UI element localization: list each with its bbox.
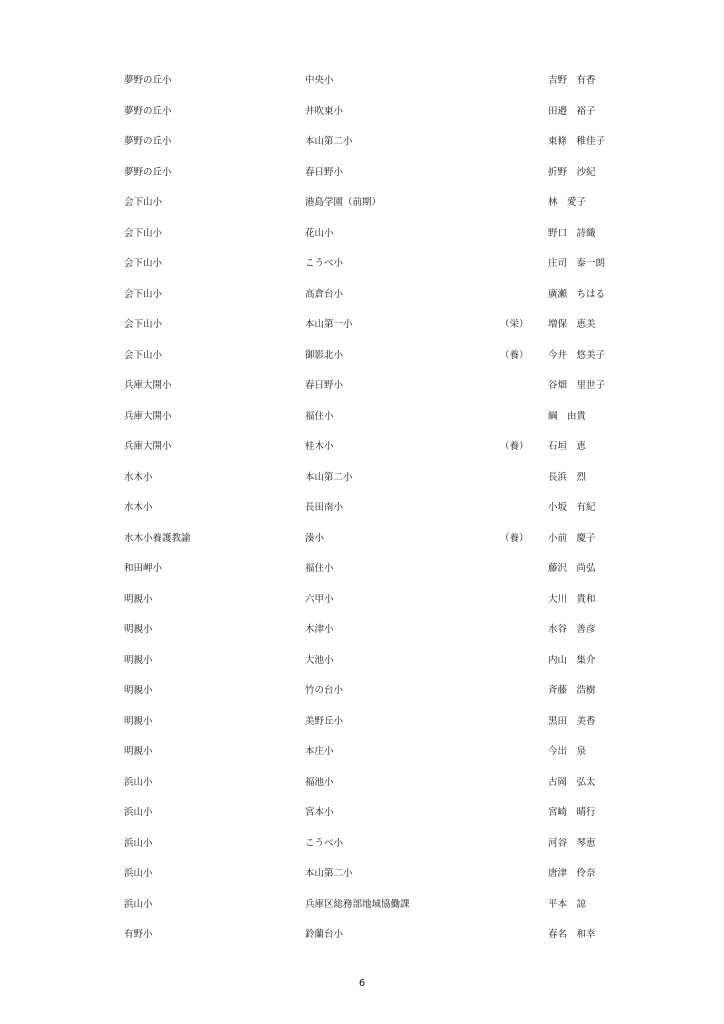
from-school: 会下山小 [124,197,163,208]
from-school: 水木小養護教諭 [124,532,191,544]
from-school: 夢野の丘小 [124,75,172,86]
table-row [0,249,724,280]
from-school: 浜山小 [124,868,153,879]
person-name: 廣瀬 ちはる [548,288,606,300]
table-row [0,554,724,585]
person-name: 今出 泉 [548,746,587,757]
table-row [0,615,724,646]
transfer-list [0,66,724,951]
to-school: 六甲小 [305,593,334,605]
to-school: 中央小 [305,75,334,86]
person-name: 平本 諒 [548,898,587,910]
role-note: （養） [500,441,529,452]
from-school: 明親小 [124,746,153,757]
from-school: 明親小 [124,624,153,635]
to-school: 宮本小 [305,807,334,818]
table-row [0,158,724,189]
table-row [0,524,724,555]
from-school: 和田岬小 [124,563,163,574]
from-school: 明親小 [124,593,153,605]
from-school: 有野小 [124,929,153,940]
person-name: 長浜 烈 [548,471,587,483]
table-row [0,768,724,799]
to-school: 本山第二小 [305,136,353,147]
from-school: 明親小 [124,685,153,696]
table-row [0,798,724,829]
person-name: 東條 稚佳子 [548,136,606,147]
person-name: 藤沢 尚弘 [548,563,596,574]
to-school: 御影北小 [305,349,344,361]
table-row [0,97,724,128]
person-name: 小前 慶子 [548,532,596,544]
person-name: 石垣 恵 [548,441,587,452]
table-row [0,920,724,951]
person-name: 斉藤 浩樹 [548,685,596,696]
from-school: 夢野の丘小 [124,166,172,178]
from-school: 浜山小 [124,898,153,910]
from-school: 会下山小 [124,349,163,361]
table-row [0,707,724,738]
person-name: 野口 詩織 [548,227,596,239]
role-note: （養） [500,532,529,544]
to-school: 福住小 [305,410,334,422]
person-name: 吉野 有香 [548,75,596,86]
table-row [0,585,724,616]
table-row [0,890,724,921]
from-school: 明親小 [124,654,153,666]
from-school: 夢野の丘小 [124,136,172,147]
from-school: 兵庫大開小 [124,380,172,391]
from-school: 浜山小 [124,807,153,818]
to-school: 長田南小 [305,502,344,513]
from-school: 水木小 [124,471,153,483]
to-school: 本山第二小 [305,868,353,879]
to-school: 福住小 [305,563,334,574]
to-school: 本山第一小 [305,319,353,330]
table-row [0,493,724,524]
table-row [0,66,724,97]
table-row [0,402,724,433]
table-row [0,737,724,768]
from-school: 会下山小 [124,319,163,330]
person-name: 内山 集介 [548,654,596,666]
to-school: 本山第二小 [305,471,353,483]
to-school: 港島学園（前期） [305,197,382,208]
table-row [0,646,724,677]
table-row [0,341,724,372]
person-name: 大川 貴和 [548,593,596,605]
table-row [0,676,724,707]
from-school: 会下山小 [124,258,163,269]
to-school: 美野丘小 [305,715,344,727]
from-school: 明親小 [124,715,153,727]
person-name: 林 愛子 [548,197,587,208]
person-name: 唐津 伶奈 [548,868,596,879]
table-row [0,310,724,341]
role-note: （養） [500,349,529,361]
from-school: 会下山小 [124,288,163,300]
person-name: 河谷 琴恵 [548,837,596,849]
person-name: 谷畑 里世子 [548,380,606,391]
to-school: 本庄小 [305,746,334,757]
to-school: こうべ小 [305,837,344,849]
person-name: 庄司 泰一朗 [548,258,606,269]
person-name: 春名 和幸 [548,929,596,940]
to-school: 兵庫区総務部地域協働課 [305,898,410,910]
to-school: 竹の台小 [305,685,344,696]
person-name: 折野 沙紀 [548,166,596,178]
person-name: 増保 恵美 [548,319,596,330]
to-school: 春日野小 [305,380,344,391]
from-school: 兵庫大開小 [124,441,172,452]
table-row [0,463,724,494]
person-name: 黒田 美香 [548,715,596,727]
from-school: 夢野の丘小 [124,105,172,117]
to-school: 大池小 [305,654,334,666]
page-number: 6 [358,978,366,989]
person-name: 田邉 裕子 [548,105,596,117]
to-school: 鈴蘭台小 [305,929,344,940]
table-row [0,829,724,860]
table-row [0,280,724,311]
to-school: 木津小 [305,624,334,635]
table-row [0,371,724,402]
table-row [0,859,724,890]
person-name: 綱 由貴 [548,410,587,422]
to-school: 高倉台小 [305,288,344,300]
to-school: 湊小 [305,532,325,544]
to-school: 春日野小 [305,166,344,178]
person-name: 宮崎 晴行 [548,807,596,818]
to-school: 井吹東小 [305,105,344,117]
from-school: 会下山小 [124,227,163,239]
to-school: こうべ小 [305,258,344,269]
from-school: 浜山小 [124,776,153,788]
to-school: 花山小 [305,227,334,239]
person-name: 水谷 善彦 [548,624,596,635]
role-note: （栄） [500,319,529,330]
table-row [0,127,724,158]
from-school: 兵庫大開小 [124,410,172,422]
person-name: 今井 悠美子 [548,349,606,361]
from-school: 浜山小 [124,837,153,849]
person-name: 古岡 弘太 [548,776,596,788]
table-row [0,188,724,219]
table-row [0,432,724,463]
person-name: 小坂 有紀 [548,502,596,513]
to-school: 福池小 [305,776,334,788]
to-school: 桂木小 [305,441,334,452]
from-school: 水木小 [124,502,153,513]
table-row [0,219,724,250]
